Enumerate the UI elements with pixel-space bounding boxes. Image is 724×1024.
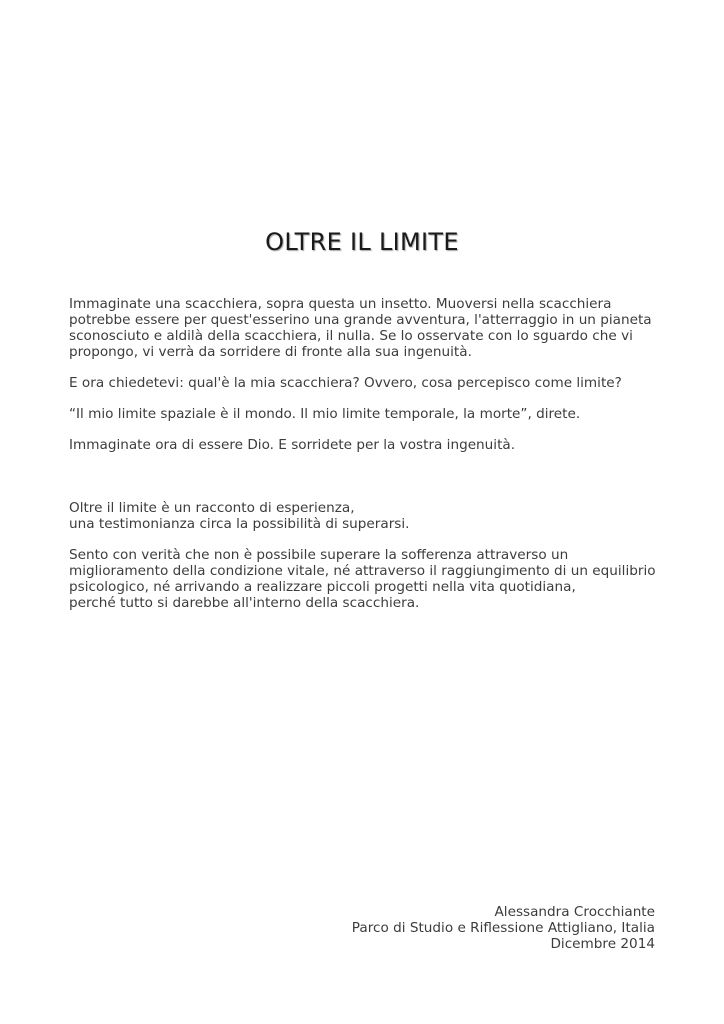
signature-block: [352, 904, 655, 952]
paragraph-quote: “Il mio limite spaziale è il mondo. Il mio limite temporale, la morte”, direte.: [69, 406, 581, 422]
section-spacer: [69, 468, 669, 500]
signature-place: Parco di Studio e Riflessione Attigliano, Italia: [351, 920, 655, 936]
signature-date: Dicembre 2014: [550, 936, 655, 952]
document-title: OLTRE IL LIMITE: [265, 228, 459, 256]
document-body: [69, 296, 669, 626]
paragraph-god: Immaginate ora di essere Dio. E sorridete per la vostra ingenuità.: [69, 437, 516, 453]
paragraph-chessboard: Immaginate una scacchiera, sopra questa un insetto. Muoversi nella scacchiera potrebbe essere per quest'esserino una grande avventura, l'atterraggio in un pianeta sconosciuto e aldilà della scacchiera, il nulla. Se lo osservate con lo sguardo che vi propongo, vi verrà da sorridere di fronte alla sua ingenuità.: [69, 296, 652, 360]
signature-author: Alessandra Crocchiante: [494, 904, 655, 920]
paragraph-suffering: Sento con verità che non è possibile superare la sofferenza attraverso un miglioramento della condizione vitale, né attraverso il raggiungimento di un equilibrio psicologico, né arrivando a realizzare piccoli progetti nella vita quotidiana, perché tutto si darebbe all'interno della scacchiera.: [69, 547, 656, 611]
paragraph-question: E ora chiedetevi: qual'è la mia scacchiera? Ovvero, cosa percepisco come limite?: [69, 375, 622, 391]
paragraph-story-intro: Oltre il limite è un racconto di esperienza, una testimonianza circa la possibilità di superarsi.: [69, 500, 410, 532]
